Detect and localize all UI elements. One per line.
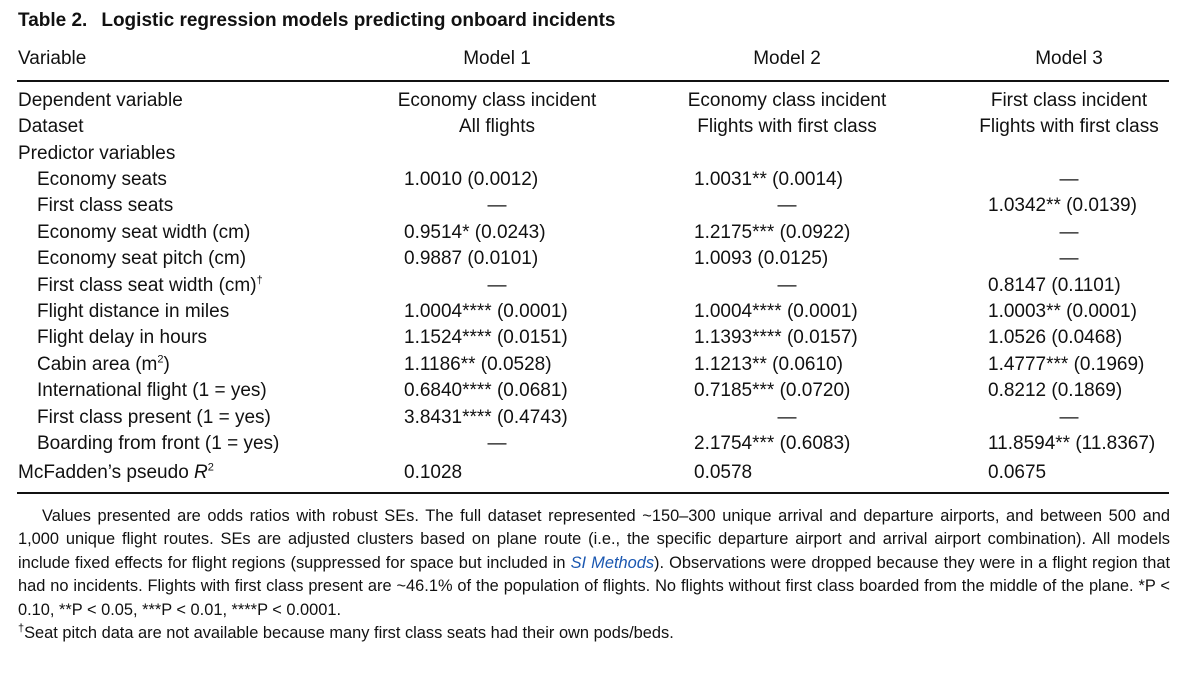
table-row [0, 248, 1186, 274]
cell-model-1: 1.0004**** (0.0001) [404, 301, 568, 322]
table-row [0, 169, 1186, 195]
cell-model-3: 0.0675 [988, 462, 1047, 483]
table-row [0, 380, 1186, 406]
cell-model-1: 0.9514* (0.0243) [404, 221, 546, 243]
cell-model-3: — [1059, 248, 1079, 270]
row-label: Economy seats [37, 169, 167, 190]
row-label: First class seats [37, 195, 174, 217]
cell-model-2: Flights with first class [697, 116, 877, 137]
cell-model-2: 1.1393**** (0.0157) [694, 327, 858, 349]
row-label: First class present (1 = yes) [37, 406, 271, 428]
cell-model-3: — [1059, 221, 1079, 243]
header-variable: Variable [18, 48, 87, 69]
cell-model-1: — [487, 433, 507, 454]
header-rule [17, 80, 1169, 82]
row-label: Flight delay in hours [37, 327, 208, 349]
cell-model-1: 0.6840**** (0.0681) [404, 380, 568, 402]
table-row [0, 195, 1186, 221]
cell-model-3: 1.0342** (0.0139) [988, 195, 1137, 217]
row-label: Boarding from front (1 = yes) [37, 433, 280, 454]
cell-model-1: Economy class incident [397, 90, 597, 111]
table-row [0, 222, 1186, 248]
table-title-text: Logistic regression models predicting onboard incidents [101, 10, 616, 31]
cell-model-3: Flights with first class [979, 116, 1159, 137]
cell-model-3: First class incident [990, 90, 1148, 111]
cell-model-2: 0.0578 [694, 462, 753, 483]
cell-model-1: 0.1028 [404, 462, 463, 483]
row-label: Economy seat pitch (cm) [37, 248, 247, 270]
header-model-3: Model 3 [1035, 48, 1103, 69]
row-label: Flight distance in miles [37, 301, 230, 322]
cell-model-1: 3.8431**** (0.4743) [404, 406, 568, 428]
row-label: Dependent variable [18, 90, 183, 111]
cell-model-2: 0.7185*** (0.0720) [694, 380, 851, 402]
row-label: McFadden’s pseudo $R^2$ [18, 461, 214, 483]
cell-model-1: 0.9887 (0.0101) [404, 248, 539, 270]
header-model-1: Model 1 [463, 48, 531, 69]
row-predictor-variables [0, 143, 1186, 169]
cell-model-3: 0.8147 (0.1101) [988, 274, 1121, 296]
table-row [0, 301, 1186, 327]
cell-model-3: — [1059, 406, 1079, 428]
table-row [0, 433, 1186, 459]
cell-model-2: 1.0093 (0.0125) [694, 248, 829, 270]
bottom-rule [17, 492, 1169, 494]
header-model-2: Model 2 [753, 48, 821, 69]
row-dataset [0, 116, 1186, 142]
row-label: International flight (1 = yes) [37, 380, 267, 402]
cell-model-2: — [777, 406, 797, 428]
cell-model-1: 1.1524**** (0.0151) [404, 327, 568, 349]
table-title [18, 10, 615, 32]
cell-model-2: Economy class incident [687, 90, 887, 111]
table-row [0, 407, 1186, 433]
cell-model-1: All flights [458, 116, 536, 137]
table-row [0, 275, 1186, 301]
table-row [0, 354, 1186, 380]
cell-model-2: 1.1213** (0.0610) [694, 353, 843, 375]
cell-model-2: 1.2175*** (0.0922) [694, 221, 851, 243]
cell-model-2: — [777, 195, 797, 217]
row-label: Economy seat width (cm) [37, 221, 251, 243]
row-pseudo-r2 [0, 462, 1186, 488]
table-notes [18, 505, 1170, 645]
row-dependent-variable [0, 90, 1186, 116]
cell-model-2: 1.0031** (0.0014) [694, 169, 843, 190]
cell-model-3: 1.0526 (0.0468) [988, 327, 1123, 349]
footnote: †Seat pitch data are not available because many first class seats had their own pods/beds. [18, 622, 674, 643]
cell-model-2: 2.1754*** (0.6083) [694, 433, 851, 454]
cell-model-1: — [487, 195, 507, 217]
cell-model-3: 0.8212 (0.1869) [988, 380, 1123, 402]
row-label: First class seat width (cm)† [37, 274, 263, 296]
cell-model-1: 1.1186** (0.0528) [404, 353, 552, 375]
table-number: Table 2. [18, 10, 88, 31]
row-label: Dataset [18, 116, 84, 137]
cell-model-3: 1.4777*** (0.1969) [988, 353, 1145, 375]
cell-model-2: 1.0004**** (0.0001) [694, 301, 858, 322]
table-row [0, 327, 1186, 353]
row-label: Predictor variables [18, 143, 176, 164]
cell-model-3: 11.8594** (11.8367) [988, 433, 1156, 454]
cell-model-1: — [487, 274, 507, 296]
cell-model-2: — [777, 274, 797, 296]
cell-model-1: 1.0010 (0.0012) [404, 169, 539, 190]
notes-paragraph: Values presented are odds ratios with robust SEs. The full dataset represented ~150–300 unique arrival and departure airports, and between 500 and 1,000 unique flight routes. SEs are adjusted clusters based on plane route (i.e., the specific departure airport and arrival airport combination). All models include fixed effects for flight regions (suppressed for space but included in SI Methods). Observations were dropped because they were in a flight region that had no incidents. Flights with first class present are ~46.1% of the population of flights. No flights without first class boarded from the middle of the plane. *P < 0.10, **P < 0.05, ***P < 0.01, ****P < 0.0001. [18, 507, 1170, 619]
cell-model-3: 1.0003** (0.0001) [988, 301, 1137, 322]
row-label: Cabin area $(m^2)$ [37, 353, 170, 375]
cell-model-3: — [1059, 169, 1079, 190]
si-methods-link[interactable]: SI Methods [570, 553, 655, 572]
